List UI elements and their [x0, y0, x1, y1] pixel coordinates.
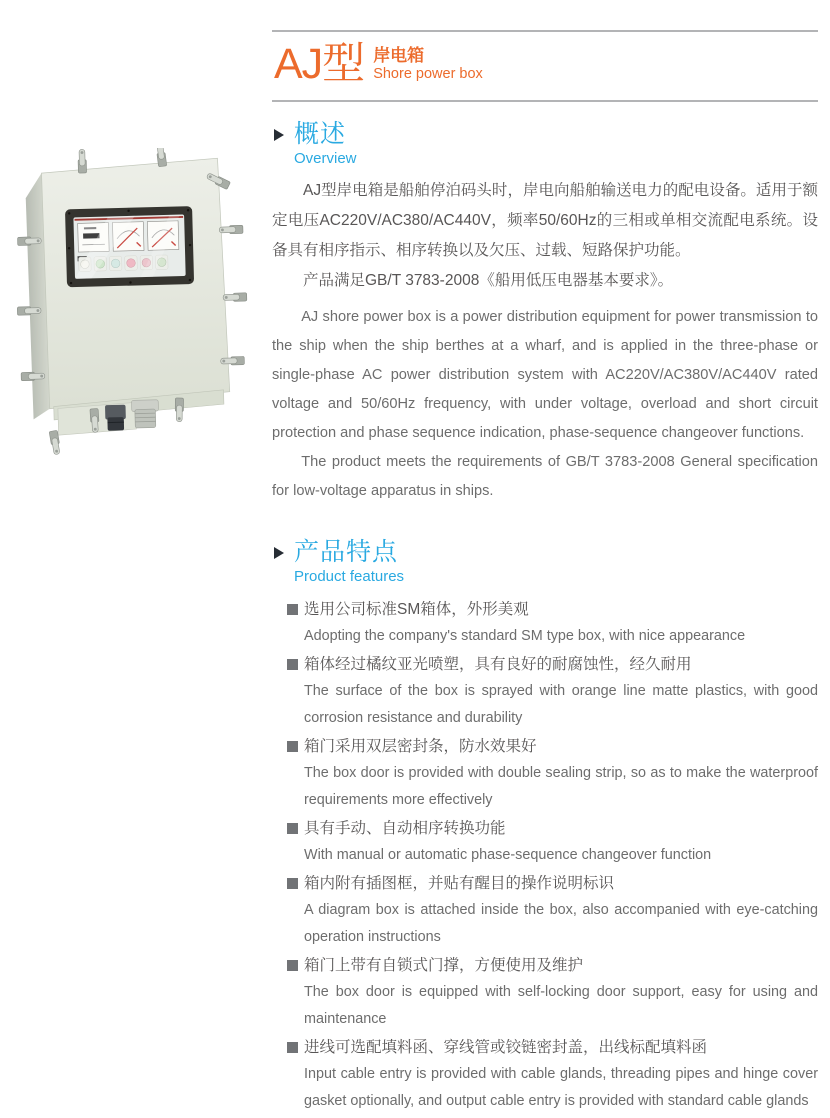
- feature-en: The box door is provided with double sealing strip, so as to make the waterproof requirements more effectively: [304, 764, 818, 808]
- bullet-square-icon: [287, 960, 298, 971]
- bullet-square-icon: [287, 659, 298, 670]
- feature-zh: 箱内附有插图框，并贴有醒目的操作说明标识: [304, 874, 615, 892]
- overview-paragraph-zh-1: AJ型岸电箱是船舶停泊码头时，岸电向船舶输送电力的配电设备。适用于额定电压AC220V/AC380/AC440V，频率50/60Hz的三相或单相交流配电系统。设备具有相序指示、相序转换以及欠压、过载、短路保护功能。: [272, 181, 818, 259]
- section-marker-icon: [274, 547, 284, 559]
- product-photo: [8, 148, 254, 456]
- feature-en: The box door is equipped with self-locking door support, easy for using and maintenance: [304, 983, 818, 1027]
- features-list: [272, 596, 818, 1115]
- title-subtitle-en: Shore power box: [373, 66, 483, 83]
- features-section: [272, 538, 818, 1115]
- feature-en: The surface of the box is sprayed with orange line matte plastics, with good corrosion resistance and durability: [304, 682, 818, 726]
- overview-paragraph-en-1: AJ shore power box is a power distribution equipment for power transmission to the ship when the ship berthes at a wharf, and is applied in the three-phase or single-phase AC power distribution system with AC220V/AC380V/AC440V rated voltage and 50/60Hz frequency, with under voltage, overload and short circuit protection and phase sequence indication, phase-sequence changeover functions.: [272, 308, 818, 441]
- bullet-square-icon: [287, 1042, 298, 1053]
- bullet-square-icon: [287, 741, 298, 752]
- feature-item: [272, 952, 818, 1033]
- cable-gland-light: [132, 400, 159, 428]
- feature-zh: 箱门采用双层密封条，防水效果好: [304, 737, 537, 755]
- section-marker-icon: [274, 129, 284, 141]
- overview-section: [272, 120, 818, 506]
- title-subtitle-zh: 岸电箱: [373, 46, 425, 66]
- cable-gland-dark: [105, 405, 126, 431]
- bullet-square-icon: [287, 823, 298, 834]
- overview-headings: [294, 120, 357, 168]
- overview-heading-zh: 概述: [294, 120, 347, 148]
- lamp-pink: [127, 259, 136, 268]
- feature-item: [272, 651, 818, 732]
- model-code: AJ型: [274, 40, 365, 88]
- feature-zh: 箱门上带有自锁式门撑，方便使用及维护: [304, 956, 584, 974]
- lamp-cyan: [111, 259, 120, 268]
- feature-item: [272, 870, 818, 951]
- product-title: [272, 32, 818, 98]
- features-header: [272, 538, 818, 586]
- title-bottom-rule: [272, 100, 818, 102]
- feature-item: [272, 733, 818, 814]
- feature-en: Adopting the company's standard SM type box, with nice appearance: [304, 627, 746, 644]
- features-heading-en: Product features: [294, 567, 405, 585]
- overview-heading-en: Overview: [294, 149, 357, 167]
- feature-item: [272, 596, 818, 650]
- meter-window: [65, 206, 194, 287]
- bullet-square-icon: [287, 604, 298, 615]
- feature-en: With manual or automatic phase-sequence changeover function: [304, 846, 712, 863]
- bullet-square-icon: [287, 878, 298, 889]
- feature-zh: 具有手动、自动相序转换功能: [304, 819, 506, 837]
- feature-zh: 选用公司标准SM箱体，外形美观: [304, 600, 529, 618]
- features-headings: [294, 538, 404, 586]
- shore-power-box-illustration: [8, 148, 254, 456]
- features-heading-zh: 产品特点: [294, 537, 399, 566]
- feature-zh: 进线可选配填料函、穿线管或铰链密封盖，出线标配填料函: [304, 1038, 708, 1056]
- overview-paragraph-en-2: The product meets the requirements of GB/T 3783-2008 General specification for low-voltage apparatus in ships.: [272, 453, 818, 499]
- feature-en: A diagram box is attached inside the box, also accompanied with eye-catching operation instructions: [304, 901, 818, 945]
- feature-item: [272, 815, 818, 869]
- feature-en: Input cable entry is provided with cable glands, threading pipes and hinge cover gasket optionally, and output cable entry is provided with standard cable glands: [304, 1065, 818, 1109]
- title-subtitle: [373, 45, 483, 84]
- overview-header: [272, 120, 818, 168]
- cabinet: [13, 148, 251, 456]
- feature-item: [272, 1034, 818, 1115]
- feature-zh: 箱体经过橘纹亚光喷塑，具有良好的耐腐蚀性，经久耐用: [304, 655, 692, 673]
- content-column: [272, 0, 818, 1116]
- overview-paragraph-zh-2: 产品满足GB/T 3783-2008《船用低压电器基本要求》。: [303, 271, 674, 289]
